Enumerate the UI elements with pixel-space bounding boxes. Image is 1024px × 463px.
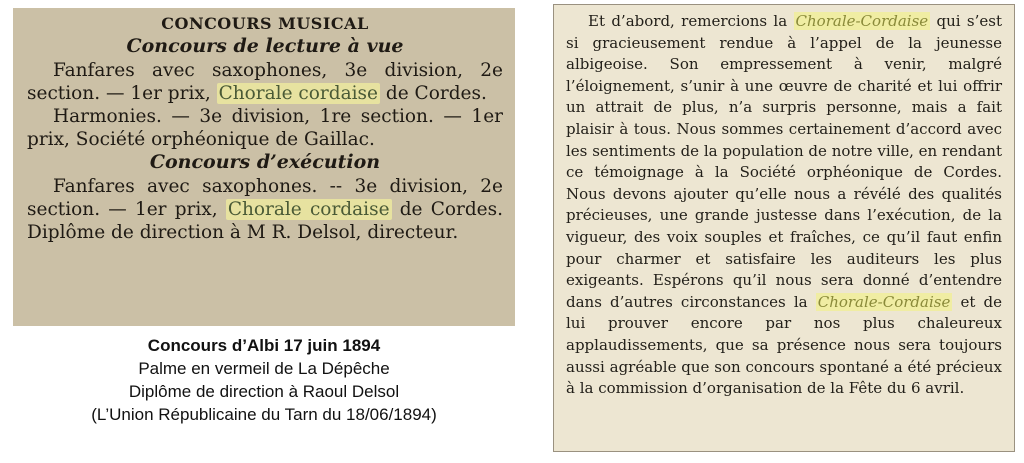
paragraph-execution-result: Fanfares avec saxophones. -- 3e division, 2e section. — 1er prix, Chorale cordaise de Cordes. Diplôme de direction à M R. Delsol, directeur. — [27, 176, 503, 243]
highlight-chorale-cordaise: Chorale cordaise — [227, 199, 390, 220]
image-caption — [13, 334, 515, 426]
paragraph-sight-reading-result: Fanfares avec saxophones, 3e division, 2e section. — 1er prix, Chorale cordaise de Cordes. — [27, 60, 503, 104]
newspaper-clipping-right — [553, 4, 1015, 452]
highlight-chorale-cordaise: Chorale-Cordaise — [795, 12, 929, 30]
caption-diploma: Diplôme de direction à Raoul Delsol — [128, 382, 400, 401]
clipping-header: CONCOURS MUSICAL — [161, 14, 369, 33]
subheading-execution: Concours d’exécution — [149, 151, 381, 173]
newspaper-clipping-left — [13, 8, 515, 326]
article-paragraph: Et d’abord, remercions la Chorale-Cordaise qui s’est si gracieusement rendue à l’appel de la jeunesse albigeoise. Son empressement à venir, malgré l’éloignement, s’unir à une œuvre de charité et lui offrir un attrait de plus, n’a surpris personne, mais a fait plaisir à tous. Nous sommes certainement d’accord avec les sentiments de la population de notre ville, en rendant ce témoignage à la Société orphéonique de Cordes. Nous devons ajouter qu’elle nous a révélé des qualités précieuses, une grande justesse dans l’exécution, de la vigueur, des voix souples et fraîches, ce qu’il faut enfin pour charmer et satisfaire les auditeurs les plus exigeants. Espérons qu’il nous sera donné d’entendre dans d’autres circonstances la Chorale-Cordaise et de lui prouver encore par nos plus chaleureux applaudissements, que sa présence nous sera toujours aussi agréable que son concours spontané a été précieux à la commission d’organisation de la Fête du 6 avril. — [566, 12, 1003, 398]
paragraph-harmonies-result: Harmonies. — 3e division, 1re section. — 1er prix, Société orphéonique de Gaillac. — [27, 106, 503, 150]
subheading-sight-reading: Concours de lecture à vue — [126, 35, 404, 57]
caption-source: (L’Union Républicaine du Tarn du 18/06/1894) — [91, 405, 437, 424]
highlight-chorale-cordaise: Chorale cordaise — [218, 83, 378, 104]
caption-title: Concours d’Albi 17 juin 1894 — [147, 336, 381, 355]
caption-award: Palme en vermeil de La Dépêche — [138, 359, 390, 378]
highlight-chorale-cordaise: Chorale-Cordaise — [817, 292, 951, 311]
